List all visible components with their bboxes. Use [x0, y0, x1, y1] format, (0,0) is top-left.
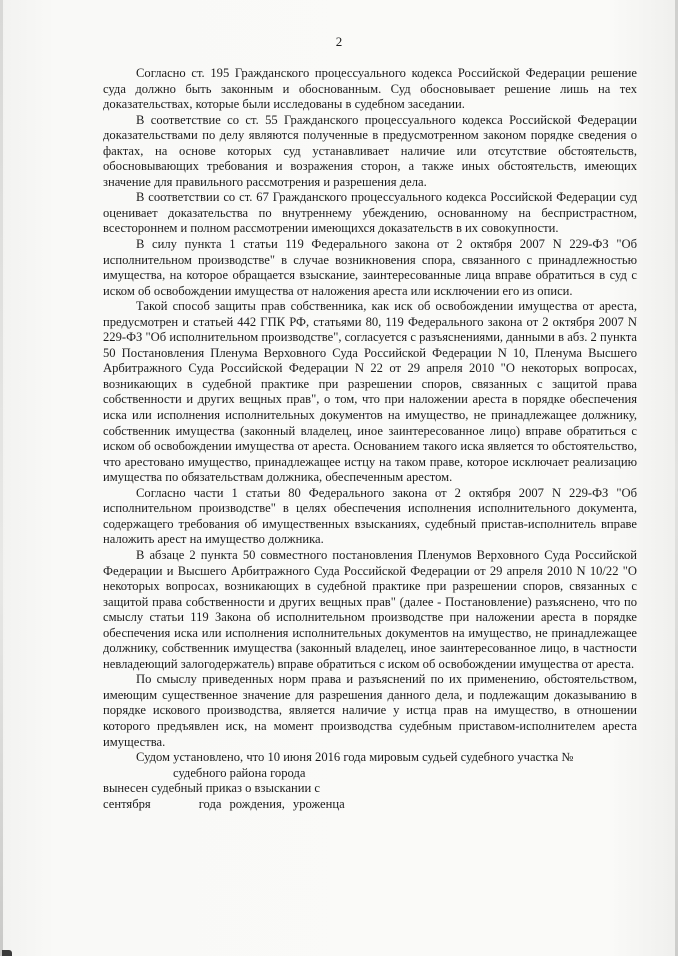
- document-body: [103, 66, 637, 812]
- tail-line-2: судебного района города: [173, 765, 306, 780]
- paragraph: В соответствие со ст. 55 Гражданского процессуального кодекса Российской Федерации доказательствами по делу являются полученные в предусмотренном законом порядке сведения о фактах, на основе которых суд устанавливает наличие или отсутствие обстоятельств, обосновывающих требования и возражения сторон, а также иных обстоятельств, имеющих значение для правильного рассмотрения и разрешения дела.: [103, 112, 637, 189]
- paragraph: В силу пункта 1 статьи 119 Федерального закона от 2 октября 2007 N 229-ФЗ "Об исполнительном производстве" в случае возникновения спора, связанного с принадлежностью имущества, на которое обращается взыскание, заинтересованные лица вправе обратиться в суд с иском об освобождении имущества от наложения ареста или исключении его из описи.: [103, 237, 637, 298]
- paragraph: Такой способ защиты прав собственника, как иск об освобождении имущества от ареста, предусмотрен и статьей 442 ГПК РФ, статьями 80, 119 Федерального закона от 2 октября 2007 N 229-ФЗ "Об исполнительном производстве", согласуется с разъяснениями, данными в абз. 2 пункта 50 Постановления Пленума Верховного Суда Российской Федерации N 10, Пленума Высшего Арбитражного Суда Российской Федерации N 22 от 29 апреля 2010 "О некоторых вопросах, возникающих в судебной практике при разрешении споров, связанных с защитой права собственности и других вещных прав", о том, что при наложении ареста в порядке обеспечения иска или исполнения исполнительных документов на имущество, не принадлежащее должнику, собственник имущества (законный владелец, иное заинтересованное лицо) вправе обратиться с иском об освобождении имущества от ареста. Основанием такого иска является то обстоятельство, что арестовано имущество, принадлежащее истцу на таком праве, которое исключает реализацию имущества по обязательствам должника, обеспеченным арестом.: [103, 299, 637, 485]
- tail-birth-word: рождения,: [229, 796, 285, 811]
- tail-month: сентября: [103, 796, 151, 811]
- scan-edge-left: [0, 0, 3, 956]
- tail-line-4: [103, 797, 637, 813]
- tail-line-1: Судом установлено, что 10 июня 2016 года мировым судьей судебного участка №: [136, 750, 574, 765]
- paragraph: Согласно ст. 195 Гражданского процессуального кодекса Российской Федерации решение суда должно быть законным и обоснованным. Суд обосновывает решение лишь на тех доказательствах, которые были исследованы в судебном заседании.: [103, 66, 637, 112]
- tail-native-word: уроженца: [292, 796, 345, 811]
- tail-line-3: вынесен судебный приказ о взыскании с: [103, 781, 321, 796]
- paragraph: Согласно части 1 статьи 80 Федерального закона от 2 октября 2007 N 229-ФЗ "Об исполнительном производстве" в целях обеспечения исполнения исполнительного документа, содержащего требования об имущественных взысканиях, судебный пристав-исполнитель вправе наложить арест на имущество должника.: [103, 485, 637, 547]
- paragraph: В соответствии со ст. 67 Гражданского процессуального кодекса Российской Федерации суд оценивает доказательства по внутреннему убеждению, основанному на беспристрастном, всестороннем и полном рассмотрении имеющихся доказательств в их совокупности.: [103, 190, 637, 236]
- scan-corner-mark: [2, 950, 12, 956]
- paragraph: По смыслу приведенных норм права и разъяснений по их применению, обстоятельством, имеющим существенное значение для разрешения данного дела, и подлежащим доказыванию в порядке искового производства, является наличие у истца прав на имущество, в отношении которого предъявлен иск, на момент производства судебным приставом-исполнителем ареста имущества.: [103, 672, 637, 749]
- incomplete-paragraph: [103, 750, 637, 812]
- page-number: 2: [335, 34, 343, 49]
- paragraph: В абзаце 2 пункта 50 совместного постановления Пленумов Верховного Суда Российской Федерации и Высшего Арбитражного Суда Российской Федерации от 29 апреля 2010 N 10/22 "О некоторых вопросах, возникающих в судебной практике при разрешении споров, связанных с защитой права собственности и других вещных прав" (далее - Постановление) разъяснено, что по смыслу статьи 119 Закона об исполнительном производстве при наложении ареста в порядке обеспечения иска или исполнения исполнительных документов на имущество, не принадлежащее должнику, собственник имущества (законный владелец, иное заинтересованное лицо, в частности невладеющий залогодержатель) вправе обратиться с иском об освобождении имущества от ареста.: [103, 547, 637, 671]
- tail-year-word: года: [198, 796, 222, 811]
